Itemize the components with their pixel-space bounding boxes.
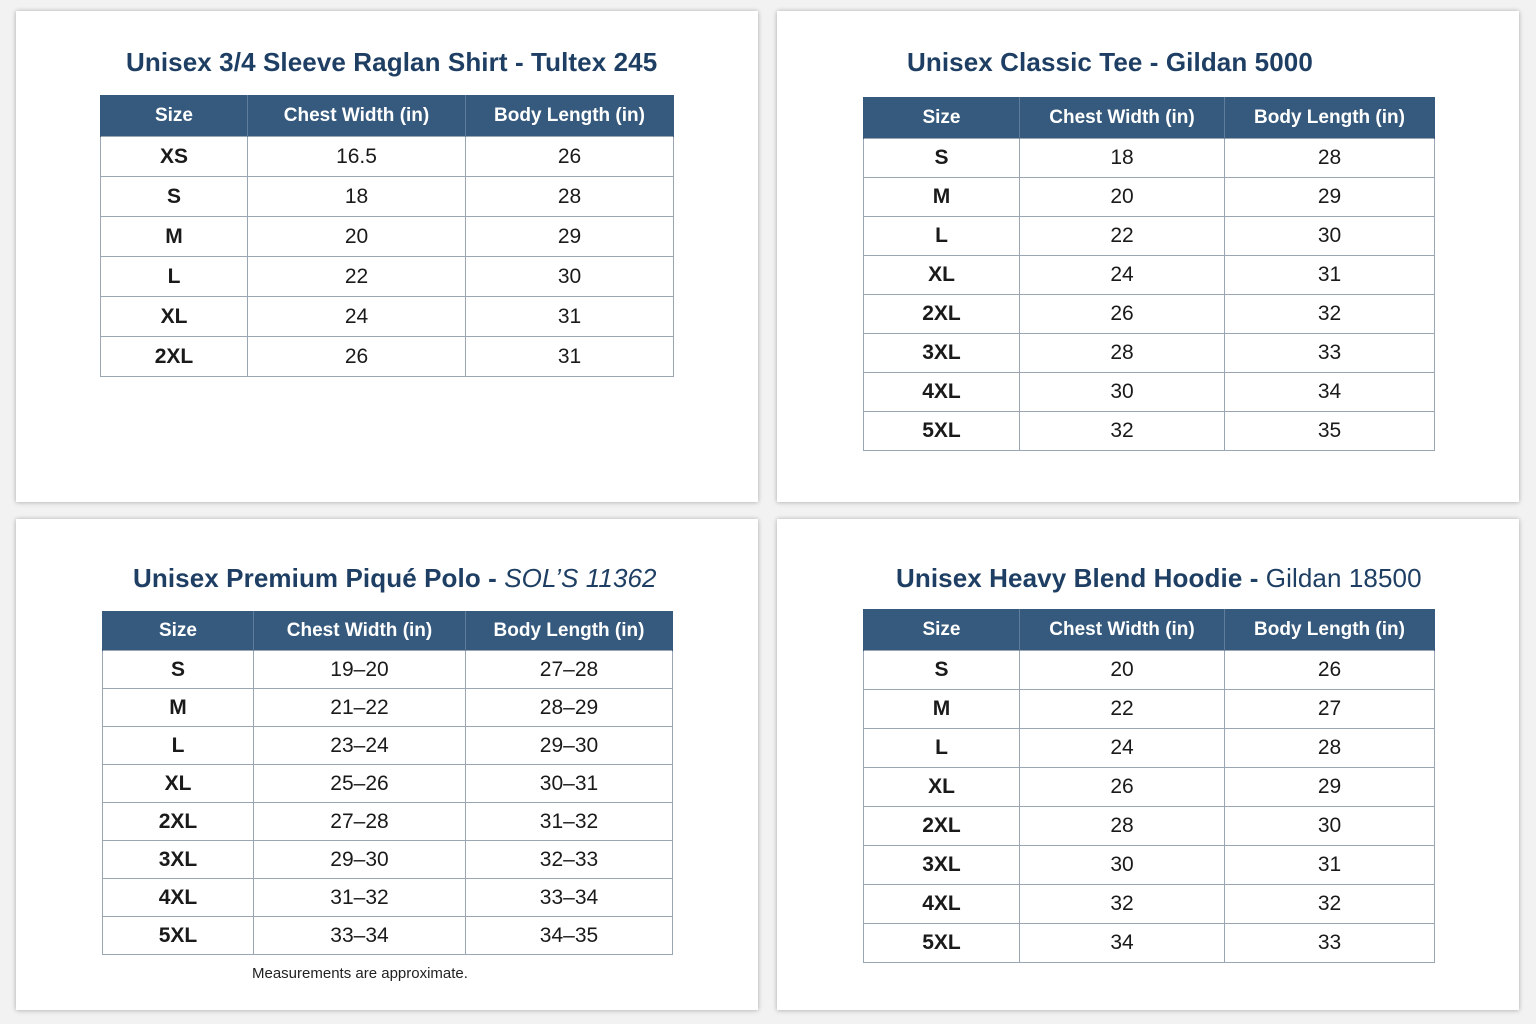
table-row	[864, 807, 1435, 846]
chest-width-cell: 19–20	[254, 651, 466, 689]
chest-width-cell: 34	[1020, 924, 1225, 963]
body-length-cell: 31	[1225, 846, 1435, 885]
measurements-footnote: Measurements are approximate.	[252, 965, 468, 982]
brand-model: SOL’S 11362	[504, 563, 657, 593]
chart-title	[133, 563, 657, 594]
chest-width-cell: 26	[248, 337, 466, 377]
size-cell: M	[101, 217, 248, 257]
body-length-cell: 30	[1225, 807, 1435, 846]
size-cell: M	[103, 689, 254, 727]
table-row	[103, 841, 673, 879]
chest-width-cell: 16.5	[248, 137, 466, 177]
table-row	[103, 765, 673, 803]
size-cell: XL	[103, 765, 254, 803]
chest-width-cell: 32	[1020, 412, 1225, 451]
chest-width-cell: 30	[1020, 373, 1225, 412]
size-cell: M	[864, 178, 1020, 217]
size-cell: L	[864, 217, 1020, 256]
chest-width-cell: 33–34	[254, 917, 466, 955]
chest-width-cell: 28	[1020, 334, 1225, 373]
table-row	[101, 257, 674, 297]
column-header-chest-width: Chest Width (in)	[1020, 97, 1225, 139]
body-length-cell: 34	[1225, 373, 1435, 412]
body-length-cell: 35	[1225, 412, 1435, 451]
body-length-cell: 27	[1225, 690, 1435, 729]
table-row	[103, 689, 673, 727]
table-row	[103, 879, 673, 917]
chest-width-cell: 30	[1020, 846, 1225, 885]
chest-width-cell: 31–32	[254, 879, 466, 917]
size-chart-panel-raglan	[16, 11, 758, 502]
chest-width-cell: 21–22	[254, 689, 466, 727]
table-row	[103, 917, 673, 955]
body-length-cell: 26	[466, 137, 674, 177]
chest-width-cell: 23–24	[254, 727, 466, 765]
table-row	[101, 137, 674, 177]
product-name: Unisex Classic Tee	[907, 47, 1143, 77]
table-row	[864, 217, 1435, 256]
size-cell: S	[864, 651, 1020, 690]
body-length-cell: 33	[1225, 924, 1435, 963]
chest-width-cell: 27–28	[254, 803, 466, 841]
size-cell: 2XL	[864, 295, 1020, 334]
size-chart-panel-classic-tee	[777, 11, 1519, 502]
size-cell: L	[101, 257, 248, 297]
size-cell: 3XL	[103, 841, 254, 879]
table-row	[864, 768, 1435, 807]
chest-width-cell: 20	[248, 217, 466, 257]
table-header-row	[101, 95, 674, 137]
column-header-body-length: Body Length (in)	[1225, 609, 1435, 651]
chest-width-cell: 20	[1020, 178, 1225, 217]
chest-width-cell: 29–30	[254, 841, 466, 879]
table-header-row	[864, 97, 1435, 139]
size-table	[100, 95, 674, 377]
chest-width-cell: 32	[1020, 885, 1225, 924]
title-separator: -	[1142, 47, 1166, 77]
table-row	[103, 803, 673, 841]
product-name: Unisex 3/4 Sleeve Raglan Shirt	[126, 47, 508, 77]
column-header-size: Size	[864, 97, 1020, 139]
size-cell: XL	[101, 297, 248, 337]
size-cell: L	[103, 727, 254, 765]
chest-width-cell: 24	[248, 297, 466, 337]
size-cell: 5XL	[864, 924, 1020, 963]
body-length-cell: 30–31	[466, 765, 673, 803]
body-length-cell: 28	[1225, 139, 1435, 178]
size-cell: XL	[864, 256, 1020, 295]
title-separator: -	[1242, 563, 1266, 593]
column-header-size: Size	[864, 609, 1020, 651]
body-length-cell: 31	[1225, 256, 1435, 295]
column-header-chest-width: Chest Width (in)	[254, 611, 466, 651]
body-length-cell: 31–32	[466, 803, 673, 841]
table-row	[864, 139, 1435, 178]
chart-title	[907, 47, 1313, 78]
size-cell: 5XL	[864, 412, 1020, 451]
table-row	[101, 337, 674, 377]
table-row	[864, 412, 1435, 451]
size-cell: S	[864, 139, 1020, 178]
chest-width-cell: 28	[1020, 807, 1225, 846]
column-header-size: Size	[101, 95, 248, 137]
body-length-cell: 26	[1225, 651, 1435, 690]
table-row	[864, 256, 1435, 295]
table-row	[101, 297, 674, 337]
brand-model: Tultex 245	[531, 47, 658, 77]
column-header-chest-width: Chest Width (in)	[1020, 609, 1225, 651]
size-cell: XS	[101, 137, 248, 177]
size-chart-panel-polo	[16, 519, 758, 1010]
chest-width-cell: 20	[1020, 651, 1225, 690]
body-length-cell: 30	[466, 257, 674, 297]
chest-width-cell: 22	[248, 257, 466, 297]
title-separator: -	[480, 563, 505, 593]
size-cell: 5XL	[103, 917, 254, 955]
body-length-cell: 32	[1225, 295, 1435, 334]
size-cell: 2XL	[101, 337, 248, 377]
table-row	[864, 885, 1435, 924]
table-row	[864, 373, 1435, 412]
chart-title	[896, 563, 1422, 594]
body-length-cell: 30	[1225, 217, 1435, 256]
size-cell: L	[864, 729, 1020, 768]
chest-width-cell: 25–26	[254, 765, 466, 803]
body-length-cell: 32	[1225, 885, 1435, 924]
body-length-cell: 29	[466, 217, 674, 257]
brand-model: Gildan 5000	[1165, 47, 1313, 77]
chest-width-cell: 18	[248, 177, 466, 217]
table-row	[864, 846, 1435, 885]
size-table	[863, 97, 1435, 451]
product-name: Unisex Heavy Blend Hoodie	[896, 563, 1243, 593]
body-length-cell: 32–33	[466, 841, 673, 879]
table-header-row	[103, 611, 673, 651]
body-length-cell: 31	[466, 297, 674, 337]
body-length-cell: 28–29	[466, 689, 673, 727]
size-cell: S	[103, 651, 254, 689]
size-cell: 2XL	[103, 803, 254, 841]
chest-width-cell: 22	[1020, 690, 1225, 729]
table-row	[864, 729, 1435, 768]
table-row	[864, 690, 1435, 729]
column-header-body-length: Body Length (in)	[466, 611, 673, 651]
size-cell: 4XL	[103, 879, 254, 917]
table-row	[103, 727, 673, 765]
size-table	[102, 611, 673, 955]
chest-width-cell: 18	[1020, 139, 1225, 178]
table-row	[101, 177, 674, 217]
size-cell: 4XL	[864, 373, 1020, 412]
column-header-size: Size	[103, 611, 254, 651]
column-header-body-length: Body Length (in)	[466, 95, 674, 137]
chest-width-cell: 22	[1020, 217, 1225, 256]
table-row	[101, 217, 674, 257]
chest-width-cell: 26	[1020, 295, 1225, 334]
body-length-cell: 33–34	[466, 879, 673, 917]
chest-width-cell: 24	[1020, 256, 1225, 295]
table-row	[103, 651, 673, 689]
table-header-row	[864, 609, 1435, 651]
size-table	[863, 609, 1435, 963]
body-length-cell: 28	[466, 177, 674, 217]
body-length-cell: 29	[1225, 768, 1435, 807]
body-length-cell: 33	[1225, 334, 1435, 373]
size-cell: XL	[864, 768, 1020, 807]
table-row	[864, 651, 1435, 690]
size-cell: 4XL	[864, 885, 1020, 924]
size-cell: 3XL	[864, 334, 1020, 373]
size-cell: 3XL	[864, 846, 1020, 885]
body-length-cell: 29	[1225, 178, 1435, 217]
body-length-cell: 27–28	[466, 651, 673, 689]
product-name: Unisex Premium Piqué Polo	[133, 563, 481, 593]
title-separator: -	[507, 47, 532, 77]
body-length-cell: 28	[1225, 729, 1435, 768]
table-row	[864, 924, 1435, 963]
table-row	[864, 178, 1435, 217]
chest-width-cell: 26	[1020, 768, 1225, 807]
size-cell: M	[864, 690, 1020, 729]
chart-title	[126, 47, 657, 78]
table-row	[864, 334, 1435, 373]
body-length-cell: 29–30	[466, 727, 673, 765]
column-header-body-length: Body Length (in)	[1225, 97, 1435, 139]
brand-model: Gildan 18500	[1265, 563, 1422, 593]
body-length-cell: 34–35	[466, 917, 673, 955]
size-cell: S	[101, 177, 248, 217]
body-length-cell: 31	[466, 337, 674, 377]
size-cell: 2XL	[864, 807, 1020, 846]
column-header-chest-width: Chest Width (in)	[248, 95, 466, 137]
size-chart-panel-hoodie	[777, 519, 1519, 1010]
table-row	[864, 295, 1435, 334]
chest-width-cell: 24	[1020, 729, 1225, 768]
